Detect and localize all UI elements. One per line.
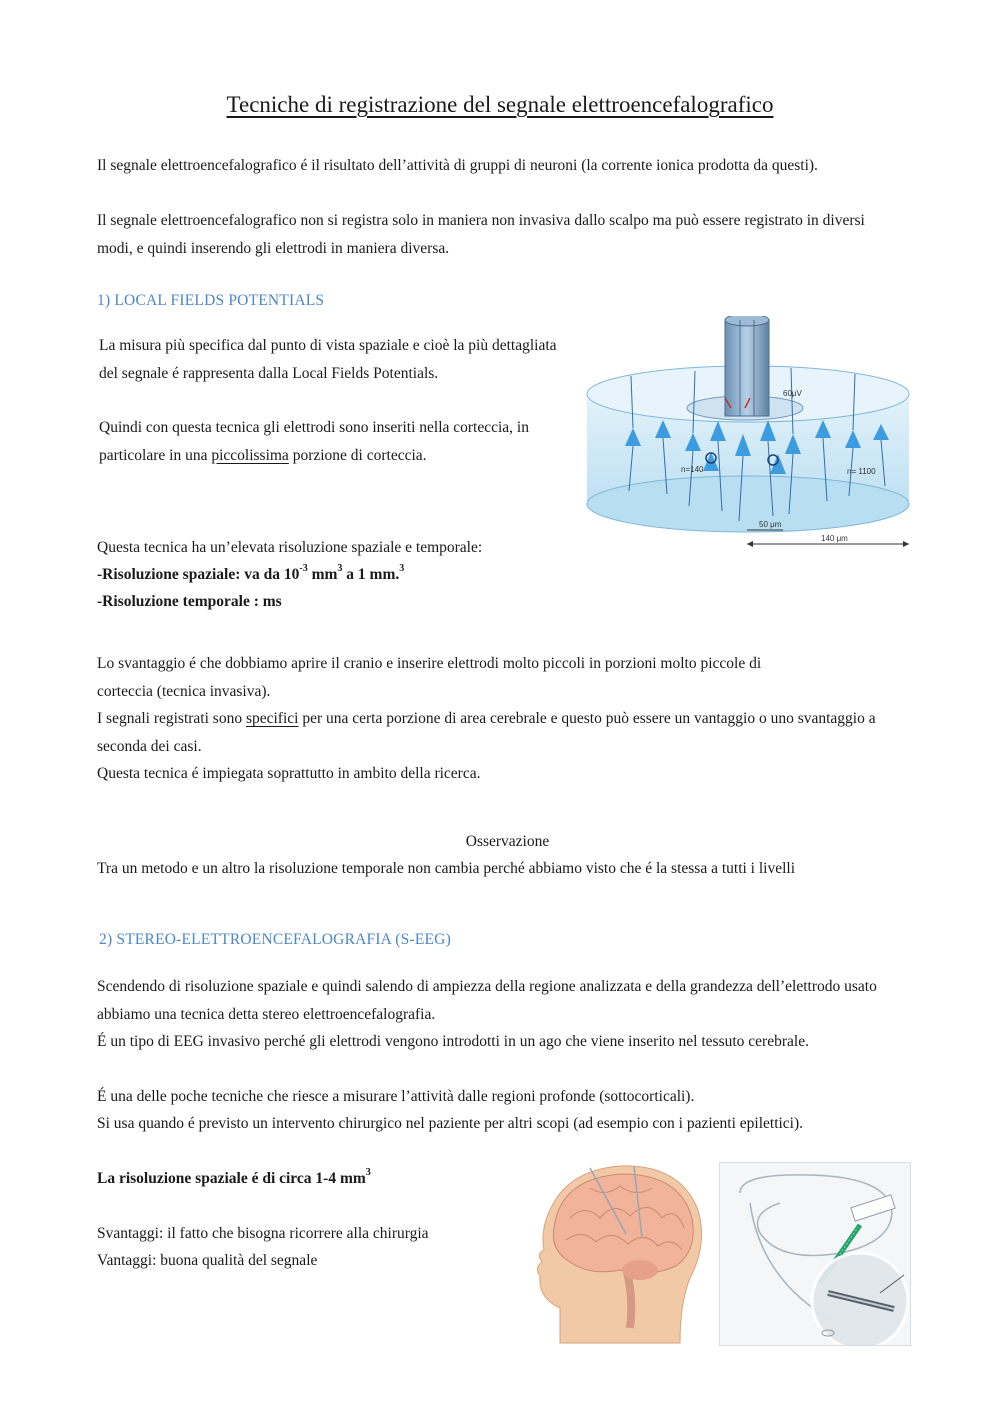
section-2-paragraph-2: É un tipo di EEG invasivo perché gli elettrodi vengono introdotti in un ago che viene inserito nel tessuto cerebrale. — [97, 1033, 809, 1050]
s-eeg-resolution: La risoluzione spaziale é di circa 1-4 $mm^3$ — [97, 1166, 371, 1187]
section-1-paragraph-1: La misura più specifica dal punto di vista spaziale e cioè la più dettagliata del segnale é rappresenta dalla Local Fields Potentials. — [99, 337, 557, 382]
section-2-paragraph-1: Scendendo di risoluzione spaziale e quindi salendo di ampiezza della regione analizzata e della grandezza dell’elettrodo usato abbiamo una tecnica detta stereo elettroencefalografia. — [97, 978, 877, 1023]
radius-50-label: 50 μm — [759, 520, 782, 529]
lfp-cortex-figure — [585, 316, 915, 556]
section-2-paragraph-4: Si usa quando é previsto un intervento chirurgico nel paziente per altri scopi (ad esempio con i pazienti epilettici). — [97, 1115, 804, 1132]
section-1-heading: 1) LOCAL FIELDS POTENTIALS — [97, 292, 325, 309]
n-outer-label: n= 1100 — [847, 467, 876, 476]
lfp-cortex-illustration — [585, 316, 915, 556]
vantaggi-text: Vantaggi: buona qualità del segnale — [97, 1252, 318, 1269]
brain-illustration — [530, 1158, 710, 1348]
spatial-resolution: -Risoluzione spaziale: va da $10^{-3}$ $mm^3$ a 1 mm.$^3$ — [97, 562, 405, 583]
section-1-paragraph-4: Lo svantaggio é che dobbiamo aprire il cranio e inserire elettrodi molto piccoli in porzioni molto piccole di corteccia (tecnica invasiva). — [97, 655, 762, 700]
section-2-heading: 2) STEREO-ELETTROENCEFALOGRAFIA (S-EEG) — [99, 931, 451, 948]
observation-title: Osservazione — [465, 833, 550, 850]
section-2-paragraph-3: É una delle poche tecniche che riesce a misurare l’attività dalle regioni profonde (sottocorticali). — [97, 1088, 695, 1105]
observation-text: Tra un metodo e un altro la risoluzione temporale non cambia perché abbiamo visto che é la stessa a tutti i livelli — [97, 860, 796, 877]
radius-140-label: 140 μm — [821, 534, 848, 543]
intro-paragraph-1: Il segnale elettroencefalografico é il risultato dell’attività di gruppi di neuroni (la corrente ionica prodotta da questi). — [97, 157, 818, 174]
n-inner-label: n=140 — [681, 465, 704, 474]
svantaggi-text: Svantaggi: il fatto che bisogna ricorrere alla chirurgia — [97, 1225, 429, 1242]
voltage-label: 60μV — [783, 389, 802, 398]
section-1-paragraph-5: I segnali registrati sono specifici per una certa porzione di area cerebrale e questo può essere un vantaggio o uno svantaggio a seconda dei casi. — [97, 710, 876, 755]
intro-paragraph-2: Il segnale elettroencefalografico non si registra solo in maniera non invasiva dallo scalpo ma può essere registrato in diversi modi, e quindi inserendo gli elettrodi in maniera diversa. — [97, 212, 865, 257]
head-brain-figure — [530, 1158, 710, 1348]
section-1-paragraph-3: Questa tecnica ha un’elevata risoluzione spaziale e temporale: — [97, 539, 483, 556]
electrode-photo-figure — [719, 1162, 911, 1346]
page-title: Tecniche di registrazione del segnale elettroencefalografico — [226, 92, 774, 117]
electrode-illustration — [720, 1163, 910, 1345]
temporal-resolution: -Risoluzione temporale : ms — [97, 593, 282, 610]
section-1-paragraph-2: Quindi con questa tecnica gli elettrodi sono inseriti nella corteccia, in particolare in una piccolissima porzione di corteccia. — [99, 419, 529, 464]
section-1-paragraph-6: Questa tecnica é impiegata soprattutto in ambito della ricerca. — [97, 765, 481, 782]
